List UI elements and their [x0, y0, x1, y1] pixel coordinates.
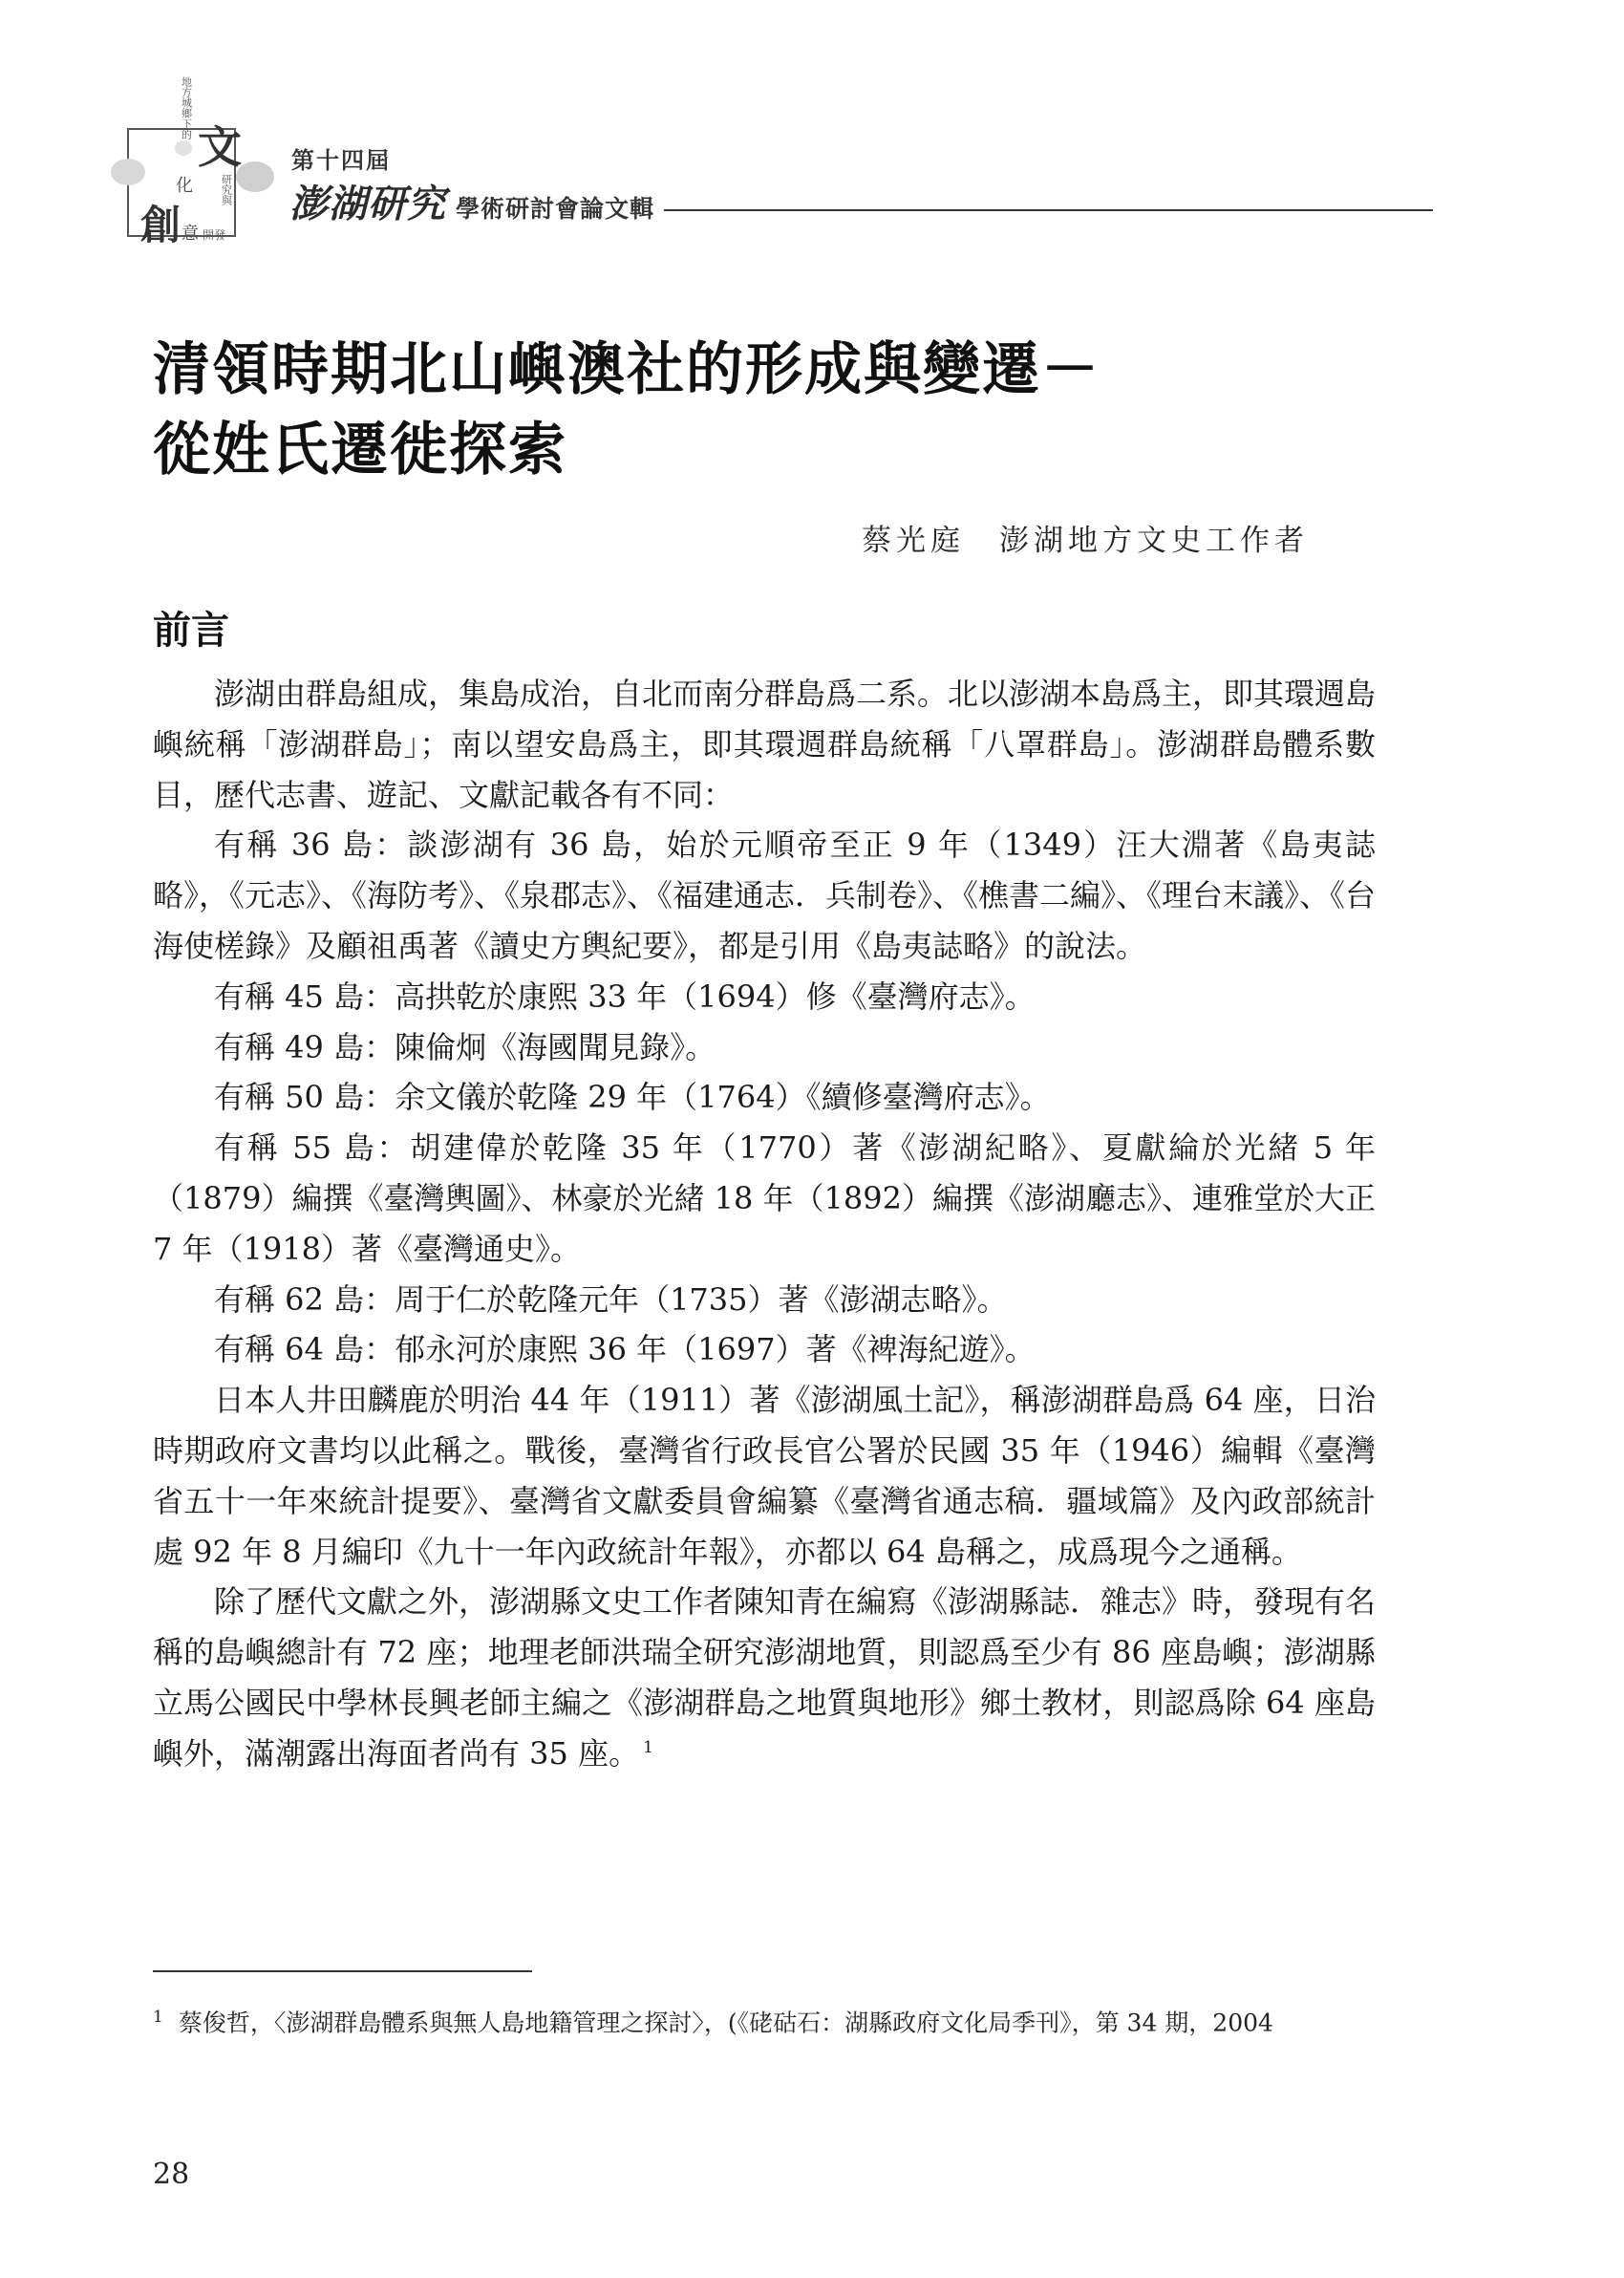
paragraph: 有稱 36 島：談澎湖有 36 島，始於元順帝至正 9 年（1349）汪大淵著《島夷誌略》，《元志》、《海防考》、《泉郡志》、《福建通志．兵制卷》、《樵書二編》、《理台末議》、《台海使槎錄》及顧祖禹著《讀史方輿紀要》，都是引用《島夷誌略》的說法。 — [153, 827, 1377, 964]
conference-logo — [107, 57, 284, 258]
footnote-rule — [153, 1970, 532, 1972]
conference-edition-badge — [291, 143, 389, 172]
author-byline: 蔡光庭 澎湖地方文史工作者 — [862, 524, 1309, 558]
logo-small-char-1: 化 — [176, 176, 193, 196]
article-title-line-1: 清領時期北山嶼澳社的形成與變遷－ — [153, 336, 1100, 403]
body-text — [153, 669, 1376, 1779]
footnote-text: 蔡俊哲，〈澎湖群島體系與無人島地籍管理之探討〉，(《硓𥑮石：湖縣政府文化局季刊》，第 34 期，2004 — [178, 2009, 1273, 2037]
logo-side-text: 研究與 — [220, 174, 233, 205]
logo-top-text: 地方城鄉下的 — [180, 76, 193, 140]
header-rule — [664, 209, 1433, 211]
logo-bottom-text: 開發 — [203, 228, 226, 242]
badge-char: 屆 — [366, 145, 389, 174]
paragraph: 有稱 50 島：余文儀於乾隆 29 年（1764）《續修臺灣府志》。 — [214, 1079, 1051, 1116]
paragraph: 有稱 55 島：胡建偉於乾隆 35 年（1770）著《澎湖紀略》、夏獻綸於光緒 5 年（1879）編撰《臺灣輿圖》、林豪於光緒 18 年（1892）編撰《澎湖廳志》、連雅堂於大正 7 年（1918）著《臺灣通史》。 — [153, 1129, 1376, 1267]
series-name: 澎湖研究 — [289, 182, 446, 226]
badge-char: 第 — [291, 145, 314, 174]
paragraph: 有稱 45 島：高拱乾於康熙 33 年（1694）修《臺灣府志》。 — [214, 978, 1036, 1015]
logo-big-char-1: 文 — [198, 121, 242, 173]
paragraph: 有稱 62 島：周于仁於乾隆元年（1735）著《澎湖志略》。 — [214, 1280, 1008, 1318]
article-title-line-2: 從姓氏遷徙探索 — [153, 417, 567, 484]
series-title — [289, 174, 655, 226]
paragraph-last-text: 除了歷代文獻之外，澎湖縣文史工作者陳知青在編寫《澎湖縣誌．雜志》時，發現有名稱的島嶼總計有 72 座；地理老師洪瑞全研究澎湖地質，則認爲至少有 86 座島嶼；澎湖縣立馬公國民中學林長興老師主編之《澎湖群島之地質與地形》鄉土教材，則認爲除 64 座島嶼外，滿潮露出海面者尚有 35 座。 — [153, 1583, 1377, 1772]
paragraph-last — [153, 1577, 1376, 1778]
footnote — [153, 2001, 1395, 2039]
footnote-mark: 1 — [153, 2008, 163, 2027]
logo-small-char-2: 意 — [182, 224, 199, 244]
paragraph: 澎湖由群島組成，集島成治，自北而南分群島爲二系。北以澎湖本島爲主，即其環週島嶼統稱「澎湖群島」；南以望安島爲主，即其環週群島統稱「八罩群島」。澎湖群島體系數目，歷代志書、遊記、文獻記載各有不同： — [153, 676, 1377, 813]
paragraph: 有稱 64 島：郁永河於康熙 36 年（1697）著《裨海紀遊》。 — [214, 1331, 1036, 1368]
section-heading: 前言 — [153, 608, 229, 653]
footnote-reference[interactable]: 1 — [643, 1738, 653, 1758]
paragraph: 有稱 49 島：陳倫炯《海國聞見錄》。 — [214, 1028, 716, 1065]
article-title — [153, 330, 1395, 490]
badge-char: 十 — [316, 145, 339, 174]
badge-char: 四 — [341, 145, 364, 174]
series-subtitle: 學術研討會論文輯 — [456, 195, 655, 223]
logo-big-char-2: 創 — [140, 202, 182, 248]
paragraph: 日本人井田麟鹿於明治 44 年（1911）著《澎湖風土記》，稱澎湖群島爲 64 座，日治時期政府文書均以此稱之。戰後，臺灣省行政長官公署於民國 35 年（1946）編輯《臺灣省五十一年來統計提要》、臺灣省文獻委員會編纂《臺灣省通志稿．疆域篇》及內政部統計處 92 年 8 月編印《九十一年內政統計年報》，亦都以 64 島稱之，成爲現今之通稱。 — [153, 1382, 1376, 1570]
page-number: 28 — [153, 2158, 190, 2191]
